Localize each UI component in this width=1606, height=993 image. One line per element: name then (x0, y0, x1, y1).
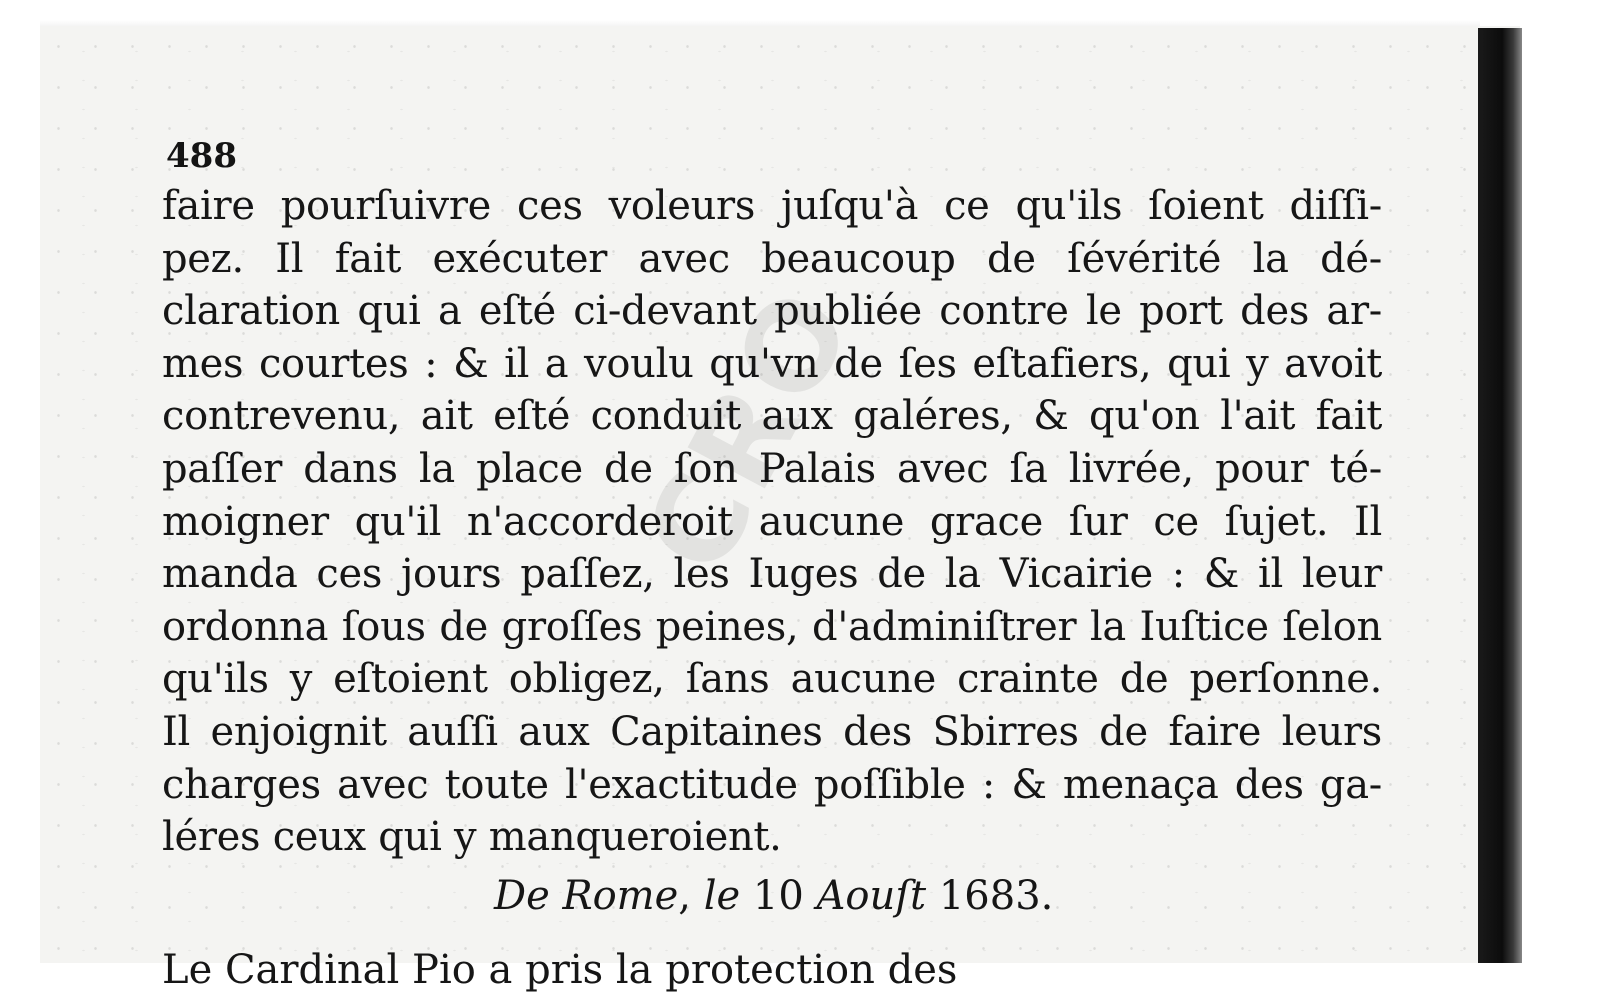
text-line: mes courtes : & il a voulu qu'vn de ſes eſtafiers, qui y avoit (162, 340, 1382, 387)
body-text (162, 180, 1382, 864)
text-line: paſſer dans la place de ſon Palais avec ſa livrée, pour té- (162, 445, 1382, 492)
text-line: charges avec toute l'exactitude poſſible : & menaça des ga- (162, 761, 1382, 808)
scan-right-margin (1522, 28, 1606, 963)
book-spine-shadow (1478, 28, 1522, 963)
text-line: ordonna ſous de groſſes peines, d'adminiſtrer la Iuſtice ſelon (162, 603, 1382, 650)
dateline-le: le (703, 873, 741, 919)
text-line: pez. Il fait exécuter avec beaucoup de ſévérité la dé- (162, 235, 1382, 282)
page-number: 488 (166, 136, 237, 176)
text-line: Il enjoignit auſſi aux Capitaines des Sbirres de faire leurs (162, 708, 1382, 755)
dateline-day: 10 (752, 873, 804, 919)
cutoff-text: Le Cardinal Pio a pris la protection des (162, 947, 958, 993)
text-line: moigner qu'il n'accorderoit aucune grace ſur ce ſujet. Il (162, 498, 1382, 545)
text-line: faire pourſuivre ces voleurs juſqu'à ce qu'ils ſoient diſſi- (162, 183, 1382, 229)
dateline-month: Aouſt (816, 873, 927, 919)
dateline (494, 870, 1053, 922)
watermark: CRO (618, 264, 883, 595)
dateline-place: De Rome (494, 873, 679, 919)
dateline-separator: , (678, 873, 704, 919)
text-line: contrevenu, ait eſté conduit aux galéres, & qu'on l'ait fait (162, 393, 1382, 440)
dateline-year: 1683. (938, 873, 1054, 919)
text-line: qu'ils y eſtoient obligez, ſans aucune crainte de perſonne. (162, 656, 1382, 703)
text-line: claration qui a eſté ci-devant publiée contre le port des ar- (162, 288, 1382, 335)
cutoff-text-line (162, 918, 1382, 993)
text-line: léres ceux qui y manqueroient. (162, 814, 782, 861)
text-line: manda ces jours paſſez, les Iuges de la Vicairie : & il leur (162, 551, 1382, 598)
